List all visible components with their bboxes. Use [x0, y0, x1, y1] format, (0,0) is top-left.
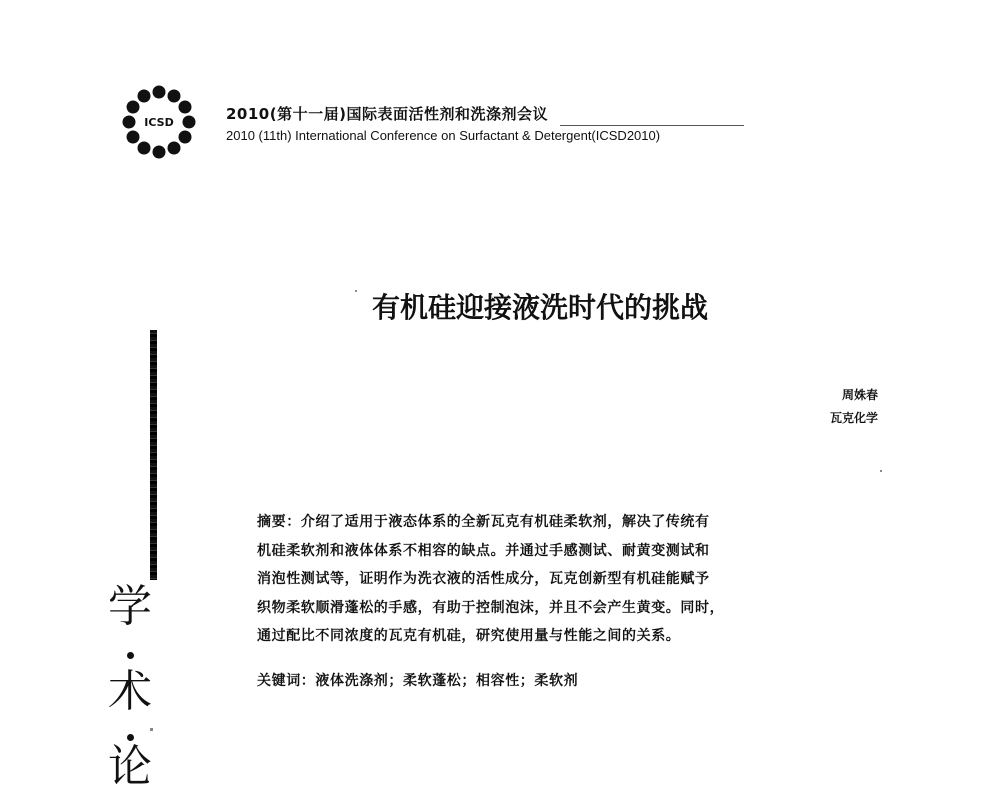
scan-speck [355, 290, 357, 292]
author-organization: 瓦克化学 [829, 411, 878, 425]
sidebar-char-2: 术 [108, 666, 152, 717]
keywords-text: 液体洗涤剂；柔软蓬松；相容性；柔软剂 [315, 673, 579, 689]
conference-title-cn: 2010(第十一届)国际表面活性剂和洗涤剂会议 [226, 105, 548, 123]
sidebar-char-1: 学 [108, 581, 152, 632]
abstract-line-5: 通过配比不同浓度的瓦克有机硅，研究使用量与性能之间的关系。 [257, 628, 681, 644]
scan-speck [150, 728, 153, 731]
header-rule [560, 125, 744, 126]
abstract-line-3: 消泡性测试等，证明作为洗衣液的活性成分，瓦克创新型有机硅能赋予 [257, 571, 710, 587]
sidebar-dot-1 [127, 652, 134, 659]
paper-title: 有机硅迎接液洗时代的挑战 [371, 291, 708, 324]
abstract-line-1: 摘要：介绍了适用于液态体系的全新瓦克有机硅柔软剂，解决了传统有 [257, 514, 710, 530]
abstract-label: 摘要： [257, 514, 301, 530]
sidebar-char-3: 论 [108, 741, 152, 792]
conference-title-en: 2010 (11th) International Conference on Surfactant & Detergent(ICSD2010) [226, 128, 661, 143]
abstract [257, 508, 837, 651]
sidebar-dot-2 [127, 734, 134, 741]
sidebar-vertical-bar [150, 330, 157, 580]
abstract-line-4: 织物柔软顺滑蓬松的手感，有助于控制泡沫，并且不会产生黄变。同时， [257, 599, 725, 616]
author-name: 周姝春 [841, 388, 878, 402]
scan-speck [880, 470, 882, 472]
icsd-logo [122, 85, 196, 159]
keywords [257, 670, 837, 690]
keywords-label: 关键词： [257, 673, 316, 689]
abstract-line-2: 机硅柔软剂和液体体系不相容的缺点。并通过手感测试、耐黄变测试和 [257, 542, 710, 559]
logo-text: ICSD [144, 116, 174, 129]
